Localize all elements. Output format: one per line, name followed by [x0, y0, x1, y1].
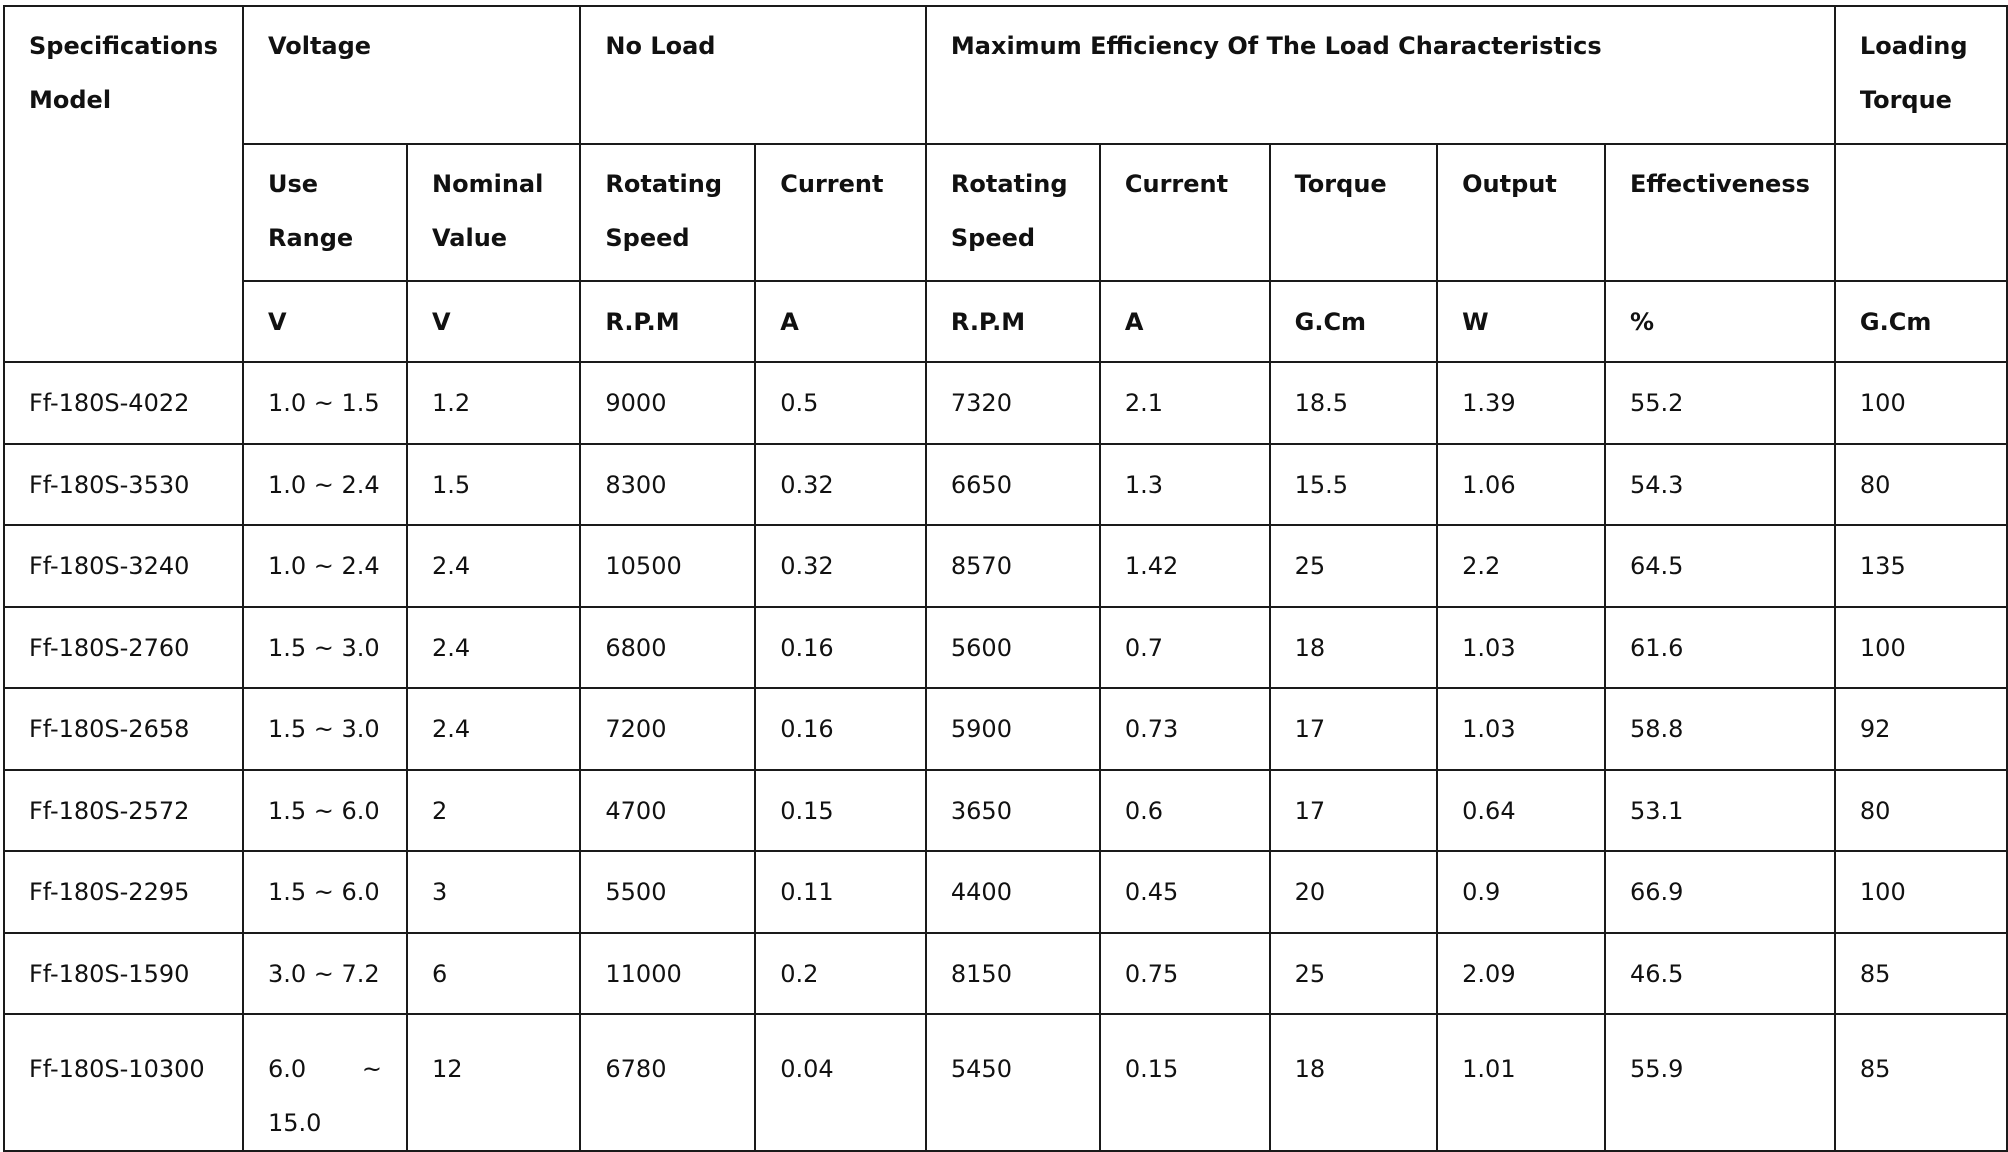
table-cell: 1.06 [1437, 444, 1605, 525]
unit-cell: W [1437, 281, 1605, 362]
header-max-efficiency: Maximum Efficiency Of The Load Characteristics [926, 6, 1835, 144]
header-load-current: Current [1100, 144, 1270, 281]
table-cell: 1.5 ~ 3.0 [243, 607, 407, 688]
table-cell: 1.5 [407, 444, 580, 525]
units-row [4, 281, 2007, 362]
table-cell: 46.5 [1605, 933, 1835, 1014]
unit-cell: V [243, 281, 407, 362]
table-cell: 3 [407, 851, 580, 933]
table-cell: 85 [1835, 1014, 2007, 1151]
table-row [4, 444, 2007, 525]
table-cell: 18 [1270, 1014, 1438, 1151]
table-row [4, 1014, 2007, 1151]
table-cell: 135 [1835, 525, 2007, 607]
table-cell: 8570 [926, 525, 1100, 607]
table-cell: 25 [1270, 525, 1438, 607]
table-cell: 0.64 [1437, 770, 1605, 851]
unit-cell: R.P.M [580, 281, 755, 362]
table-cell: 0.2 [755, 933, 926, 1014]
table-cell: 61.6 [1605, 607, 1835, 688]
table-cell: 92 [1835, 688, 2007, 770]
table-cell: 1.0 ~ 2.4 [243, 444, 407, 525]
model-cell: Ff-180S-2760 [4, 607, 243, 688]
model-cell: Ff-180S-2572 [4, 770, 243, 851]
table-cell: 0.7 [1100, 607, 1270, 688]
table-row [4, 525, 2007, 607]
use-range-line-1: 6.0 ~ [267, 1055, 383, 1083]
header-row-2 [4, 144, 2007, 281]
table-cell: 100 [1835, 362, 2007, 444]
table-cell: 85 [1835, 933, 2007, 1014]
table-cell: 3.0 ~ 7.2 [243, 933, 407, 1014]
table-cell: 0.75 [1100, 933, 1270, 1014]
table-cell: 0.15 [1100, 1014, 1270, 1151]
table-row [4, 770, 2007, 851]
table-cell: 2.4 [407, 688, 580, 770]
header-nominal-value: Nominal Value [407, 144, 580, 281]
model-cell: Ff-180S-2295 [4, 851, 243, 933]
motor-spec-table [3, 5, 2008, 1152]
header-load-rotating-speed: Rotating Speed [926, 144, 1100, 281]
table-row [4, 851, 2007, 933]
table-cell: 55.2 [1605, 362, 1835, 444]
table-row [4, 607, 2007, 688]
header-torque: Torque [1270, 144, 1438, 281]
header-effectiveness: Effectiveness [1605, 144, 1835, 281]
table-cell: 6800 [580, 607, 755, 688]
table-cell: 0.45 [1100, 851, 1270, 933]
table-cell: 4700 [580, 770, 755, 851]
unit-cell: V [407, 281, 580, 362]
table-cell: 1.0 ~ 2.4 [243, 525, 407, 607]
header-voltage: Voltage [243, 6, 580, 144]
table-cell: 0.5 [755, 362, 926, 444]
model-cell: Ff-180S-2658 [4, 688, 243, 770]
model-cell: Ff-180S-10300 [4, 1014, 243, 1151]
table-cell: 80 [1835, 444, 2007, 525]
table-cell: 1.03 [1437, 688, 1605, 770]
table-cell: 0.32 [755, 525, 926, 607]
unit-cell: A [755, 281, 926, 362]
table-cell: 6780 [580, 1014, 755, 1151]
table-cell: 6 [407, 933, 580, 1014]
table-cell: 0.11 [755, 851, 926, 933]
table-cell: 2.2 [1437, 525, 1605, 607]
unit-cell: % [1605, 281, 1835, 362]
table-cell: 2.4 [407, 525, 580, 607]
table-cell: 25 [1270, 933, 1438, 1014]
table-cell: 5500 [580, 851, 755, 933]
table-cell: 0.16 [755, 688, 926, 770]
table-cell: 10500 [580, 525, 755, 607]
table-cell: 5450 [926, 1014, 1100, 1151]
header-no-load-rotating-speed: Rotating Speed [580, 144, 755, 281]
table-cell: 100 [1835, 851, 2007, 933]
table-cell: 1.03 [1437, 607, 1605, 688]
unit-cell: R.P.M [926, 281, 1100, 362]
unit-cell: A [1100, 281, 1270, 362]
table-cell: 1.5 ~ 6.0 [243, 851, 407, 933]
header-no-load: No Load [580, 6, 926, 144]
header-output: Output [1437, 144, 1605, 281]
table-row [4, 688, 2007, 770]
table-cell: 64.5 [1605, 525, 1835, 607]
table-cell: 1.01 [1437, 1014, 1605, 1151]
table-cell: 0.73 [1100, 688, 1270, 770]
table-cell: 0.04 [755, 1014, 926, 1151]
table-cell: 11000 [580, 933, 755, 1014]
table-cell: 3650 [926, 770, 1100, 851]
table-cell: 66.9 [1605, 851, 1835, 933]
table-cell: 1.39 [1437, 362, 1605, 444]
use-range-cell [243, 1014, 407, 1151]
table-cell: 0.6 [1100, 770, 1270, 851]
table-cell: 7320 [926, 362, 1100, 444]
table-cell: 12 [407, 1014, 580, 1151]
table-cell: 54.3 [1605, 444, 1835, 525]
table-cell: 2.4 [407, 607, 580, 688]
table-cell: 4400 [926, 851, 1100, 933]
table-cell: 2.09 [1437, 933, 1605, 1014]
table-cell: 55.9 [1605, 1014, 1835, 1151]
table-cell: 1.5 ~ 6.0 [243, 770, 407, 851]
header-no-load-current: Current [755, 144, 926, 281]
table-cell: 2.1 [1100, 362, 1270, 444]
table-row [4, 362, 2007, 444]
table-cell: 2 [407, 770, 580, 851]
table-cell: 100 [1835, 607, 2007, 688]
table-cell: 1.2 [407, 362, 580, 444]
table-cell: 17 [1270, 688, 1438, 770]
table-cell: 8150 [926, 933, 1100, 1014]
table-cell: 0.16 [755, 607, 926, 688]
header-row-1 [4, 6, 2007, 144]
table-cell: 5600 [926, 607, 1100, 688]
table-cell: 80 [1835, 770, 2007, 851]
table-cell: 15.5 [1270, 444, 1438, 525]
table-cell: 1.5 ~ 3.0 [243, 688, 407, 770]
model-cell: Ff-180S-3240 [4, 525, 243, 607]
table-cell: 20 [1270, 851, 1438, 933]
table-cell: 5900 [926, 688, 1100, 770]
table-cell: 53.1 [1605, 770, 1835, 851]
header-loading-torque: Loading Torque [1835, 6, 2007, 144]
table-cell: 1.3 [1100, 444, 1270, 525]
header-use-range: Use Range [243, 144, 407, 281]
table-cell: 1.0 ~ 1.5 [243, 362, 407, 444]
table-cell: 9000 [580, 362, 755, 444]
table-cell: 17 [1270, 770, 1438, 851]
table-cell: 7200 [580, 688, 755, 770]
header-specifications-model: Specifications Model [4, 6, 243, 362]
table-cell: 0.32 [755, 444, 926, 525]
use-range-line-2: 15.0 [267, 1109, 322, 1137]
table-cell: 0.9 [1437, 851, 1605, 933]
table-cell: 18.5 [1270, 362, 1438, 444]
header-loading-torque-blank [1835, 144, 2007, 281]
table-cell: 6650 [926, 444, 1100, 525]
table-row [4, 933, 2007, 1014]
table-cell: 0.15 [755, 770, 926, 851]
model-cell: Ff-180S-1590 [4, 933, 243, 1014]
table-cell: 8300 [580, 444, 755, 525]
model-cell: Ff-180S-4022 [4, 362, 243, 444]
unit-cell: G.Cm [1270, 281, 1438, 362]
unit-cell: G.Cm [1835, 281, 2007, 362]
table-cell: 1.42 [1100, 525, 1270, 607]
table-cell: 58.8 [1605, 688, 1835, 770]
spec-table-container [3, 5, 2008, 1152]
model-cell: Ff-180S-3530 [4, 444, 243, 525]
table-cell: 18 [1270, 607, 1438, 688]
